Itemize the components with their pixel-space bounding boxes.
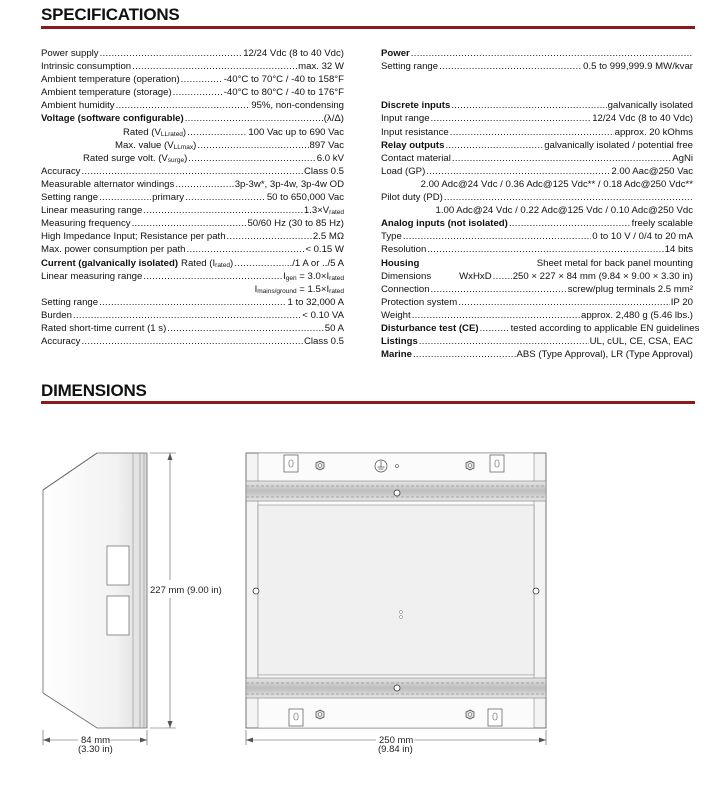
mount-slot-bottom-left [289,709,303,726]
side-view [43,453,147,728]
spec-accuracy-current: Accuracy ..... Class 0.5 [41,335,344,348]
spec-pilot-duty: Pilot duty (PD) ..... [381,191,693,204]
width-dimension [246,730,546,755]
spec-dimensions: Dimensions WxHxD ..... 250 × 227 × 84 mm (9.84 × 9.00 × 3.30 in) [381,270,693,283]
width-mm-label: 250 mm [379,735,414,746]
spec-contact-material: Contact material ..... AgNi [381,152,693,165]
spec-load-gp: Load (GP) ..... 2.00 Aac@250 Vac [381,165,693,178]
spec-ambient-storage: Ambient temperature (storage) ..... -40°C to 80°C / -40 to 176°F [41,86,344,99]
spec-input-resistance: Input resistance ..... approx. 20 kOhms [381,126,693,139]
spec-setting-range-current: Setting range ..... 1 to 32,000 A [41,296,344,309]
side-connector-lower [107,596,129,635]
front-view [246,453,546,728]
spec-disturbance: Disturbance test (CE) ..... tested according to applicable EN guidelines [381,322,693,335]
spec-power-supply: Power supply ..... 12/24 Vdc (8 to 40 Vdc) [41,47,344,60]
spec-ambient-operation: Ambient temperature (operation) ..... -40°C to 70°C / -40 to 158°F [41,73,344,86]
spec-discrete-inputs: Discrete inputs ..... galvanically isolated [381,99,693,112]
height-label: 227 mm (9.00 in) [150,585,222,596]
hex-nut-bottom-left [316,710,324,719]
spec-marine: Marine ..... ABS (Type Approval), LR (Type Approval) [381,348,693,361]
spec-weight: Weight ..... approx. 2,480 g (5.46 lbs.) [381,309,693,322]
spec-load-gp-dc: 2.00 Adc@24 Vdc / 0.36 Adc@125 Vdc** / 0.18 Adc@250 Vdc** [420,178,693,190]
screw-top [394,490,400,496]
spec-intrinsic: Intrinsic consumption ..... max. 32 W [41,60,344,73]
spec-accuracy-voltage: Accuracy ..... Class 0.5 [41,165,344,178]
depth-mm-label: 84 mm [81,735,111,746]
spec-linear-range-voltage: Linear measuring range ..... $1.3\times V_{rated}$ [41,204,344,217]
spec-frequency: Measuring frequency ..... 50/60 Hz (30 to 85 Hz) [41,217,344,230]
spec-max-voltage: Max. value $(V_{LLmax})$ ..... 897 Vac [41,139,344,152]
spec-current: Current (galvanically isolated) Rated $(I_{rated})$ ..... ../1 A or ../5 A [41,257,344,270]
spec-protection: Protection system ..... IP 20 [381,296,693,309]
hex-nut-bottom-right [466,710,474,719]
screw-bottom [394,685,400,691]
spec-connection: Connection ..... screw/plug terminals 2.5 mm² [381,283,693,296]
depth-dimension [43,730,147,755]
ground-symbol-icon [375,460,387,472]
spec-voltage: Voltage (software configurable) ..... (λ/Δ) [41,112,344,125]
mount-slot-top-right [490,455,504,472]
side-connector-upper [107,546,129,585]
spec-listings: Listings ..... UL, cUL, CE, CSA, EAC [381,335,693,348]
spec-resolution: Resolution ..... 14 bits [381,243,693,256]
spec-rated-voltage: Rated $(V_{LLrated})$ ..... 100 Vac up to 690 Vac [41,126,344,139]
spec-burden: Burden ..... < 0.10 VA [41,309,344,322]
hex-nut-top-left [316,461,324,470]
spec-analog-type: Type ..... 0 to 10 V / 0/4 to 20 mA [381,230,693,243]
spec-linear-range-mains: $I_{mains/ground} = 1.5\times I_{rated}$ [254,283,344,295]
spec-linear-range-current: Linear measuring range ..... $I_{gen} = 3.0\times I_{rated}$ [41,270,344,283]
depth-in-label: (3.30 in) [78,744,113,755]
spec-max-power: Max. power consumption per path ..... < 0.15 W [41,243,344,256]
spec-input-range: Input range ..... 12/24 Vdc (8 to 40 Vdc) [381,112,693,125]
spec-windings: Measurable alternator windings ..... 3p-3w*, 3p-4w, 3p-4w OD [41,178,344,191]
hex-nut-top-right [466,461,474,470]
spec-surge-voltage: Rated surge volt. $(V_{surge})$ ..... 6.0 kV [41,152,344,165]
spec-relay-outputs: Relay outputs ..... galvanically isolated / potential free [381,139,693,152]
spec-short-time: Rated short-time current (1 s) ..... 50 A [41,322,344,335]
screw-right [533,588,539,594]
mount-slot-top-left [284,455,298,472]
mount-slot-bottom-right [488,709,502,726]
height-dimension [150,453,222,728]
screw-left [253,588,259,594]
specifications-heading: SPECIFICATIONS [41,5,180,24]
spec-setting-range-primary: Setting range ..... primary ..... 50 to 650,000 Vac [41,191,344,204]
spec-power-setting: Setting range ..... 0.5 to 999,999.9 MW/kvar [381,60,693,73]
spec-analog-inputs: Analog inputs (not isolated) ..... freely scalable [381,217,693,230]
width-in-label: (9.84 in) [378,744,413,755]
spec-high-impedance: High Impedance Input; Resistance per path ..... 2.5 MΩ [41,230,344,243]
spec-humidity: Ambient humidity ..... 95%, non-condensing [41,99,344,112]
spec-pilot-duty-dc: 1.00 Adc@24 Vdc / 0.22 Adc@125 Vdc / 0.10 Adc@250 Vdc [435,205,693,217]
dimensions-heading: DIMENSIONS [41,381,147,400]
spec-power: Power ..... [381,47,693,60]
spec-housing: Housing Sheet metal for back panel mounting [381,257,693,269]
